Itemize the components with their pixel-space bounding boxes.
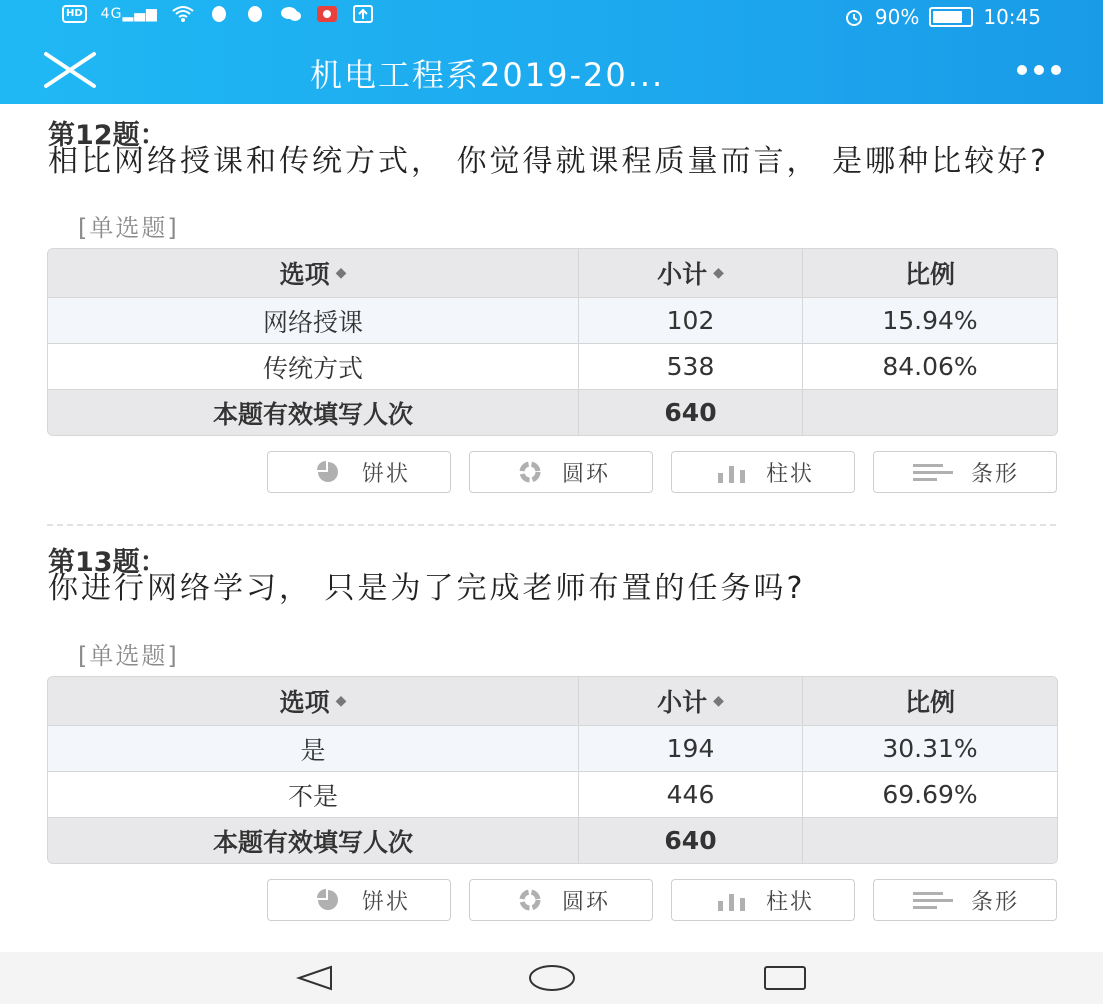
- table-row: [48, 343, 1057, 389]
- question-number: 第12题：: [48, 120, 167, 151]
- question-number: 第13题：: [48, 547, 167, 578]
- wifi-icon: [172, 5, 194, 23]
- donut-icon: [512, 888, 548, 912]
- sort-icon: ◆: [335, 693, 347, 709]
- sort-icon: ◆: [713, 693, 724, 709]
- result-table: [47, 248, 1058, 436]
- chart-type-buttons: [267, 451, 1057, 493]
- alarm-icon: [843, 8, 865, 26]
- question-type: [单选题]: [78, 214, 179, 242]
- wechat-icon: [280, 5, 302, 23]
- column-chart-button[interactable]: 柱状: [671, 879, 855, 921]
- donut-icon: [512, 460, 548, 484]
- table-total-row: [48, 817, 1057, 863]
- option-cell: 不是: [48, 772, 579, 817]
- clock: 10:45: [983, 5, 1041, 29]
- qq-icon: [208, 5, 230, 23]
- upload-icon: [352, 5, 374, 23]
- sort-icon: ◆: [713, 265, 724, 281]
- column-header-count[interactable]: 小计 ◆: [579, 249, 803, 297]
- battery-percent: 90%: [874, 5, 920, 29]
- question-type: [单选题]: [78, 642, 179, 670]
- ratio-cell: 84.06%: [882, 352, 978, 381]
- option-cell: 是: [48, 726, 579, 771]
- back-icon: [293, 964, 337, 992]
- table-row: [48, 297, 1057, 343]
- recents-icon: [762, 964, 808, 992]
- recents-button[interactable]: [762, 964, 808, 996]
- question-text: 相比网络授课和传统方式， 你觉得就课程质量而言， 是哪种比较好?: [48, 144, 1049, 179]
- donut-chart-button[interactable]: 圆环: [469, 451, 653, 493]
- bar-icon: [911, 461, 957, 483]
- ratio-cell: 15.94%: [882, 306, 978, 335]
- count-cell: 446: [579, 772, 803, 817]
- column-icon: [712, 889, 752, 911]
- question-text: 你进行网络学习， 只是为了完成老师布置的任务吗?: [48, 571, 806, 606]
- total-empty: [803, 390, 1057, 435]
- status-bar: [0, 0, 1103, 36]
- table-row: [48, 725, 1057, 771]
- column-chart-button[interactable]: 柱状: [671, 451, 855, 493]
- back-button[interactable]: [293, 964, 337, 996]
- bar-chart-button[interactable]: 条形: [873, 451, 1057, 493]
- top-bar: [0, 0, 1103, 104]
- chart-type-buttons: [267, 879, 1057, 921]
- total-label: 本题有效填写人次: [48, 818, 579, 863]
- ratio-cell: 30.31%: [882, 734, 978, 763]
- more-button[interactable]: [1017, 60, 1073, 80]
- count-cell: 538: [579, 344, 803, 389]
- table-header-row: [48, 677, 1057, 725]
- divider: [47, 524, 1056, 526]
- close-button[interactable]: [40, 48, 100, 92]
- column-header-count[interactable]: 小计 ◆: [579, 677, 803, 725]
- table-row: [48, 771, 1057, 817]
- total-label: 本题有效填写人次: [48, 390, 579, 435]
- page-title: 机电工程系2019-20...: [310, 56, 665, 94]
- total-empty: [803, 818, 1057, 863]
- battery-icon: [929, 7, 973, 27]
- system-nav-bar: [0, 952, 1103, 1004]
- table-header-row: [48, 249, 1057, 297]
- total-count: 640: [579, 818, 803, 863]
- bar-chart-button[interactable]: 条形: [873, 879, 1057, 921]
- total-count: 640: [579, 390, 803, 435]
- donut-chart-button[interactable]: 圆环: [469, 879, 653, 921]
- column-header-ratio: 比例: [904, 688, 955, 717]
- column-header-option[interactable]: 选项 ◆: [48, 677, 579, 725]
- column-header-option[interactable]: 选项 ◆: [48, 249, 579, 297]
- count-cell: 194: [579, 726, 803, 771]
- more-icon: [1017, 65, 1027, 75]
- count-cell: 102: [579, 298, 803, 343]
- column-header-ratio: 比例: [904, 260, 955, 289]
- sort-icon: ◆: [335, 265, 347, 281]
- table-total-row: [48, 389, 1057, 435]
- home-icon: [527, 964, 577, 992]
- option-cell: 传统方式: [48, 344, 579, 389]
- pie-chart-button[interactable]: 饼状: [267, 879, 451, 921]
- home-button[interactable]: [527, 964, 577, 996]
- nav-bar: [0, 36, 1103, 104]
- pie-icon: [308, 889, 348, 911]
- column-icon: [712, 461, 752, 483]
- close-icon: [40, 48, 100, 92]
- qq-icon-2: [244, 5, 266, 23]
- hd-badge: HD: [62, 5, 87, 23]
- result-table: [47, 676, 1058, 864]
- pie-chart-button[interactable]: 饼状: [267, 451, 451, 493]
- option-cell: 网络授课: [48, 298, 579, 343]
- signal-icon: 4G▂▄▆: [100, 6, 158, 22]
- bar-icon: [911, 889, 957, 911]
- pie-icon: [308, 461, 348, 483]
- ratio-cell: 69.69%: [882, 780, 978, 809]
- weibo-icon: [316, 5, 338, 23]
